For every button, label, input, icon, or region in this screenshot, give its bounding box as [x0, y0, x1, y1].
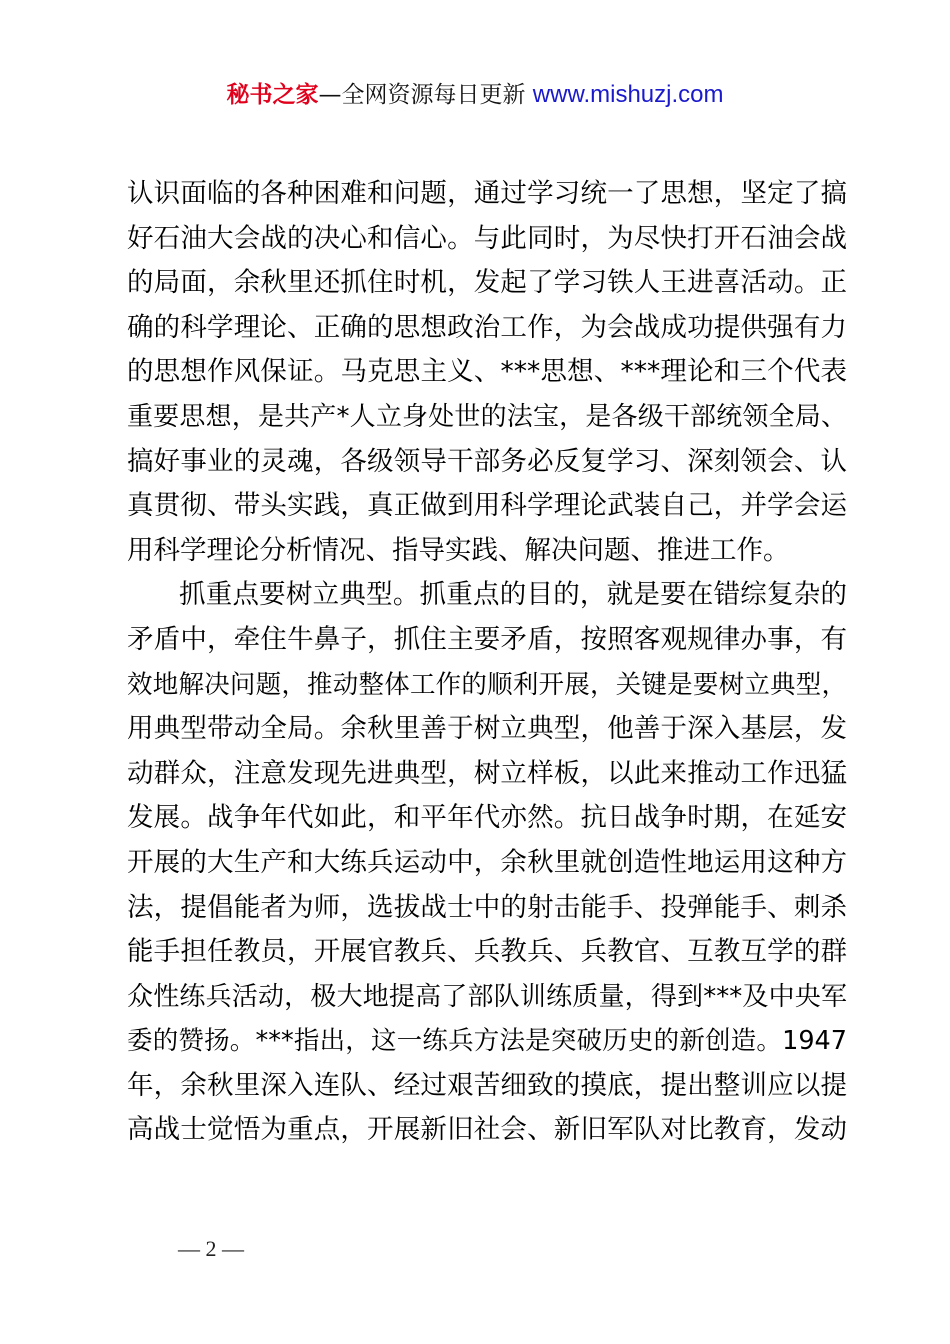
- text-line: 发展。战争年代如此，和平年代亦然。抗日战争时期，在延安: [127, 802, 847, 834]
- text-line: 用科学理论分析情况、指导实践、解决问题、推进工作。: [127, 534, 790, 566]
- text-line: 搞好事业的灵魂，各级领导干部务必反复学习、深刻领会、认: [127, 445, 847, 477]
- text-line: 的局面，余秋里还抓住时机，发起了学习铁人王进喜活动。正: [127, 267, 847, 299]
- paragraph-first-line: 抓重点要树立典型。抓重点的目的，就是要在错综复杂的: [179, 579, 847, 611]
- text-line: 委的赞扬。***指出，这一练兵方法是突破历史的新创造。1947: [127, 1026, 847, 1057]
- brand-name: 秘书之家: [226, 82, 319, 108]
- text-line: 认识面临的各种困难和问题，通过学习统一了思想，坚定了搞: [127, 178, 847, 209]
- text-line: 动群众，注意发现先进典型，树立样板，以此来推动工作迅猛: [127, 757, 847, 789]
- text-line: 重要思想，是共产*人立身处世的法宝，是各级干部统领全局、: [127, 401, 847, 432]
- text-line: 高战士觉悟为重点，开展新旧社会、新旧军队对比教育，发动: [127, 1114, 847, 1146]
- text-line: 确的科学理论、正确的思想政治工作，为会战成功提供强有力: [127, 311, 847, 343]
- site-url-link[interactable]: www.mishuzj.com: [532, 81, 724, 108]
- text-line: 法，提倡能者为师，选拔战士中的射击能手、投弹能手、刺杀: [127, 891, 847, 923]
- text-line: 用典型带动全局。余秋里善于树立典型，他善于深入基层，发: [127, 713, 847, 745]
- text-line: 年，余秋里深入连队、经过艰苦细致的摸底，提出整训应以提: [127, 1069, 847, 1101]
- document-body: [127, 172, 847, 1153]
- text-line: 矛盾中，牵住牛鼻子，抓住主要矛盾，按照客观规律办事，有: [127, 623, 847, 655]
- text-line: 能手担任教员，开展官教兵、兵教兵、兵教官、互教互学的群: [127, 936, 847, 968]
- text-line: 开展的大生产和大练兵运动中，余秋里就创造性地运用这种方: [127, 846, 847, 878]
- header-tagline: —全网资源每日更新: [318, 82, 533, 108]
- text-line: 效地解决问题，推动整体工作的顺利开展，关键是要树立典型，: [127, 669, 847, 700]
- site-header: [0, 78, 950, 112]
- text-line: 众性练兵活动，极大地提高了部队训练质量，得到***及中央军: [127, 981, 847, 1012]
- text-line: 好石油大会战的决心和信心。与此同时，为尽快打开石油会战: [127, 222, 847, 254]
- page-number: — 2 —: [178, 1236, 244, 1261]
- text-line: 的思想作风保证。马克思主义、***思想、***理论和三个代表: [127, 356, 847, 388]
- text-line: 真贯彻、带头实践，真正做到用科学理论武装自己，并学会运: [127, 490, 847, 522]
